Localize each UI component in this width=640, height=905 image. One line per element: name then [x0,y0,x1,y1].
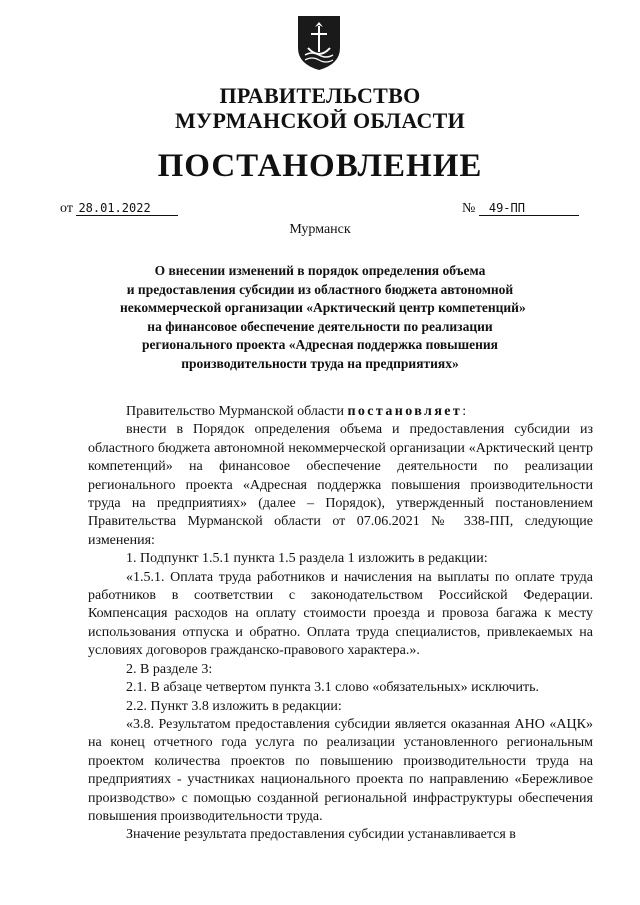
lead-suffix: : [462,404,467,419]
subject-line: и предоставления субсидии из областного бюджета автономной [126,281,514,297]
document-type-title: ПОСТАНОВЛЕНИЕ [157,148,483,184]
paragraph: 2.2. Пункт 3.8 изложить в редакции: [126,698,342,714]
subject-line: на финансовое обеспечение деятельности по реализации [147,318,493,334]
document-number [462,201,579,217]
paragraph: Значение результата предоставления субсидии устанавливается в [126,827,516,843]
resolution-lead [88,403,593,421]
paragraph: «3.8. Результатом предоставления субсидии является оказанная АНО «АЦК» на конец отчетного года услуга по реализации установленного региональным проектом количества проектов по повышению производительности труда на предприятиях - участниках национального проекта по направлению «Бережливое производство» с помощью созданной региональной инфраструктуры обеспечения повышения производительности труда. [88,716,593,824]
number-prefix: № [462,201,476,216]
city-name: Мурманск [289,222,351,237]
number-value: 49-ПП [479,201,579,216]
paragraph: 1. Подпункт 1.5.1 пункта 1.5 раздела 1 изложить в редакции: [126,551,488,567]
paragraph: 2.1. В абзаце четвертом пункта 3.1 слово «обязательных» исключить. [126,680,540,696]
document-subject [120,262,526,374]
subject-line: некоммерческой организации «Арктический центр компетенций» [120,300,526,316]
document-date [60,201,178,217]
paragraph: «1.5.1. Оплата труда работников и начисления на выплаты по оплате труда работников в соответствии с законодательством Российской Федерации. Компенсация расходов на оплату стоимости проезда и провоза багажа к месту использования отпуска и обратно. Оплата труда специалистов, привлекаемых на условиях договоров гражданско-правового характера.». [88,569,593,659]
date-value: 28.01.2022 [76,201,178,216]
org-name-line-1: ПРАВИТЕЛЬСТВО [219,83,421,108]
org-name-line-2: МУРМАНСКОЙ ОБЛАСТИ [174,108,466,133]
lead-prefix: Правительство Мурманской области [126,404,348,419]
lead-keyword: постановляет [347,404,463,419]
subject-line: производительности труда на предприятиях» [181,355,459,371]
document-body [88,403,593,845]
subject-line: О внесении изменений в порядок определения объема [154,263,486,278]
subject-line: регионального проекта «Адресная поддержка повышения [142,337,498,353]
paragraph: внести в Порядок определения объема и предоставления субсидии из областного бюджета автономной некоммерческой организации «Арктический центр компетенций» на финансовое обеспечение деятельности по реализации регионального проекта «Адресная поддержка повышения производительности труда на предприятиях» (далее – Порядок), утвержденный постановлением Правительства Мурманской области от 07.06.2021 № 338-ПП, следующие изменения: [88,422,593,548]
coat-of-arms-icon [296,14,342,72]
paragraph: 2. В разделе 3: [126,661,213,677]
date-prefix: от [60,201,73,216]
